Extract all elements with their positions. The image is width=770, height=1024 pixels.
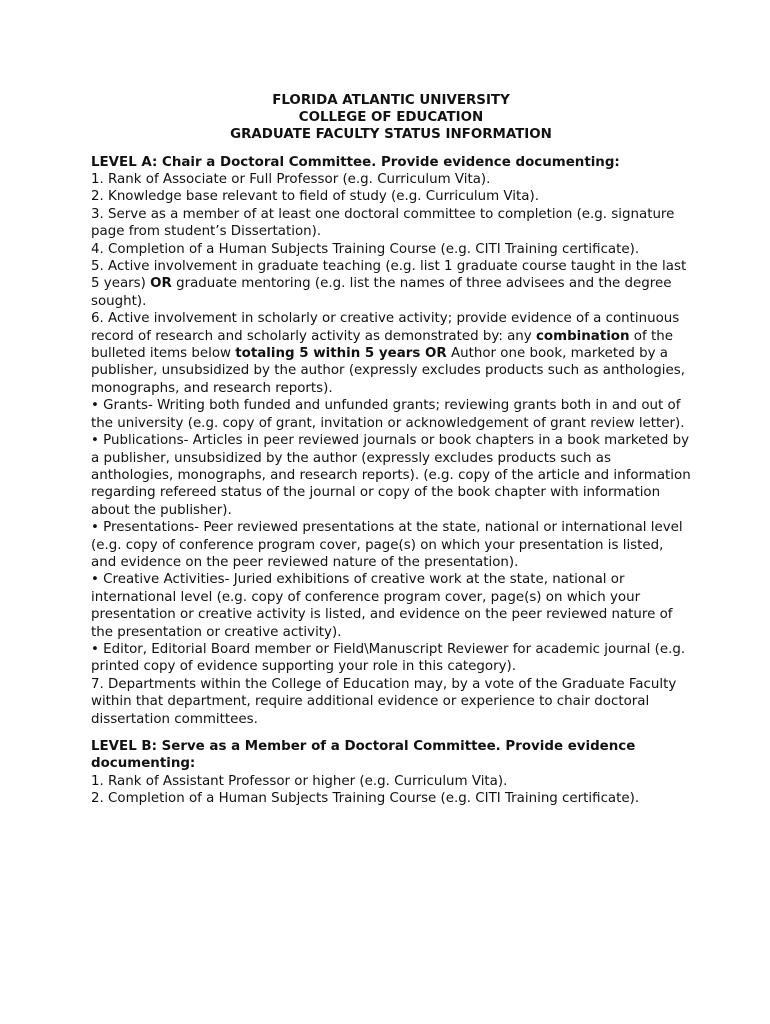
- level-a-item-5: [91, 258, 691, 310]
- item-5-or: OR: [150, 276, 172, 292]
- level-a-item-3: 3. Serve as a member of at least one doctoral committee to completion (e.g. signature page from student’s Dissertation).: [91, 206, 675, 240]
- document-page: [91, 92, 691, 808]
- level-a-section: [91, 154, 691, 728]
- item-5-text-2: graduate mentoring (e.g. list the names of three advisees and the degree sought).: [91, 276, 672, 309]
- bullet-creative-activities: • Creative Activities- Juried exhibitions of creative work at the state, national or international level (e.g. copy of conference program cover, page(s) on which your presentation or creative activity is listed, and evidence on the peer reviewed nature of the presentation or creative activity).: [91, 572, 673, 640]
- bullet-editor: • Editor, Editorial Board member or Field\Manuscript Reviewer for academic journal (e.g. printed copy of evidence supporting your role in this category).: [91, 641, 686, 675]
- level-b-title: LEVEL B: Serve as a Member of a Doctoral Committee. Provide evidence documenting:: [91, 739, 636, 772]
- level-a-title: LEVEL A: Chair a Doctoral Committee. Provide evidence documenting:: [91, 154, 620, 170]
- level-a-item-1: 1. Rank of Associate or Full Professor (e.g. Curriculum Vita).: [91, 172, 491, 188]
- bullet-presentations: • Presentations- Peer reviewed presentations at the state, national or international level (e.g. copy of conference program cover, page(s) on which your presentation is listed, and evidence on the peer reviewed nature of the presentation).: [91, 520, 683, 570]
- item-6-text-3: Author one book, marketed by a publisher, unsubsidized by the author (expressly excludes products such as anthologies, monographs, and research reports).: [91, 346, 685, 396]
- level-b-item-2: 2. Completion of a Human Subjects Training Course (e.g. CITI Training certificate).: [91, 791, 640, 807]
- bullet-grants: • Grants- Writing both funded and unfunded grants; reviewing grants both in and out of the university (e.g. copy of grant, invitation or acknowledgement of grant review letter).: [91, 398, 685, 431]
- item-6-combination: combination: [535, 328, 630, 344]
- level-b-section: [91, 738, 691, 808]
- bullet-publications: • Publications- Articles in peer reviewed journals or book chapters in a book marketed by a publisher, unsubsidized by the author (expressly excludes products such as anthologies, monographs, and research reports). (e.g. copy of the article and information regarding refereed status of the journal or copy of the book chapter with information about the publisher).: [91, 433, 691, 518]
- level-a-item-4: 4. Completion of a Human Subjects Training Course (e.g. CITI Training certificate).: [91, 241, 640, 257]
- level-a-item-7: 7. Departments within the College of Education may, by a vote of the Graduate Faculty within that department, require additional evidence or experience to chair doctoral dissertation committees.: [91, 676, 677, 727]
- item-6-text-1: 6. Active involvement in scholarly or creative activity; provide evidence of a continuous record of research and scholarly activity as demonstrated by: any: [91, 311, 680, 344]
- level-a-item-6: [91, 310, 691, 397]
- university-name: FLORIDA ATLANTIC UNIVERSITY: [272, 93, 510, 108]
- college-name: COLLEGE OF EDUCATION: [298, 110, 484, 126]
- level-a-item-2: 2. Knowledge base relevant to field of study (e.g. Curriculum Vita).: [91, 189, 539, 205]
- level-b-item-1: 1. Rank of Assistant Professor or higher (e.g. Curriculum Vita).: [91, 773, 508, 789]
- document-title: GRADUATE FACULTY STATUS INFORMATION: [230, 127, 552, 143]
- item-6-text-2: of the bulleted items below: [91, 328, 673, 362]
- item-6-totaling: totaling 5 within 5 years OR: [235, 346, 447, 362]
- item-5-text-1: 5. Active involvement in graduate teaching (e.g. list 1 graduate course taught in the last 5 years): [91, 259, 687, 292]
